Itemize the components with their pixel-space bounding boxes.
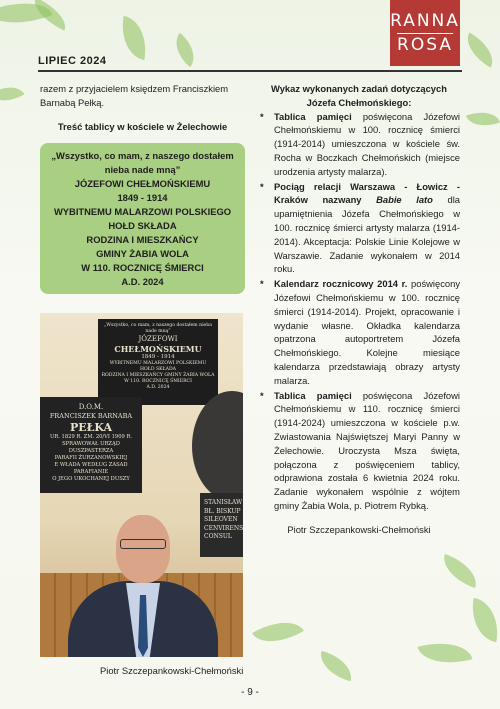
leaf-decoration <box>252 610 304 654</box>
left-column <box>40 82 245 294</box>
photo-plaque-right <box>200 493 243 557</box>
photo-plaque-line: CENVIRENS <box>204 524 243 532</box>
photo-plaque-line: A.D. 2024 <box>146 385 170 391</box>
leaf-decoration <box>466 105 500 132</box>
photo-plaque-line: E WŁADA WEDŁUG ZASAD PARAFIANIE <box>54 462 128 475</box>
item-title: Tablica pamięci <box>274 110 352 122</box>
header-divider <box>38 70 462 72</box>
list-item <box>258 389 460 513</box>
intro-text: razem z przyjacielem księdzem Franciszkiem Barnabą Pełką. <box>40 83 229 108</box>
photo-plaque-chelmonski <box>98 319 218 405</box>
leaf-decoration <box>167 33 203 68</box>
photo-plaque-line: SILEOVEN <box>204 516 238 523</box>
leaf-decoration <box>117 16 152 60</box>
list-item <box>258 110 460 179</box>
photo-plaque-line: HOŁD SKŁADA <box>140 366 176 372</box>
photo-plaque-line: CONSUL <box>204 533 232 540</box>
plaque-line: JÓZEFOWI CHEŁMOŃSKIEMU <box>74 178 211 190</box>
photo-plaque-line: STANISŁAW <box>204 499 243 506</box>
photo-caption: Piotr Szczepankowski-Chełmoński <box>100 665 244 676</box>
photo-plaque-line: O JEGO UKOCHANEJ DUSZY <box>52 476 130 482</box>
item-title: Tablica pamięci <box>274 389 352 401</box>
item-title: Kalendarz rocznicowy 2014 r. <box>274 278 408 290</box>
photo-plaque-line: 1849 - 1914 <box>141 354 175 361</box>
photo-plaque-line: PEŁKA <box>69 421 113 434</box>
asterisk-icon: * <box>260 180 264 192</box>
photo-plaque-line: BŁ. BISKUP <box>204 507 241 515</box>
leaf-decoration <box>467 598 500 643</box>
plaque-line: nieba nade mną” <box>104 164 181 176</box>
item-text: poświęcona Józefowi Chełmońskiemu w 100. rocznicę śmierci (1914-2014) umieszczona w kościele św. Rocha w Boczkach Chełmońskich (miejsce urodzenia artysty malarza). <box>274 110 460 177</box>
photo-plaque-line: „Wszystko, co mam, z naszego dostałem nieba nade mną” <box>104 323 212 335</box>
issue-month: LIPIEC 2024 <box>38 55 107 67</box>
plaque-line: W 110. ROCZNICĘ ŚMIERCI <box>81 261 204 273</box>
photo-plaque-line: JÓZEFOWI <box>138 335 178 344</box>
leaf-decoration <box>0 79 24 110</box>
photo-plaque-line: CHEŁMOŃSKIEMU <box>114 344 202 355</box>
asterisk-icon: * <box>260 278 264 290</box>
asterisk-icon: * <box>260 389 264 401</box>
leaf-decoration <box>459 32 500 67</box>
plaque-text-box <box>40 143 245 294</box>
signature: Piotr Szczepankowski-Chełmoński <box>287 523 431 535</box>
list-item <box>258 277 460 387</box>
church-plaque-photo <box>40 313 243 657</box>
photo-plaque-line: FRANCISZEK BARNABA <box>49 412 133 420</box>
item-text: poświęcony Józefowi Chełmońskiemu w 100. rocznicę śmierci (1914-2014). Projekt, opracowanie i wydanie własne. Okładka kalendarza opatrzona autoportretem Józefa Chełmońskiego. Kolejne miesiące kalendarza przedstawiają obrazy artysty malarza. <box>274 278 461 386</box>
leaf-decoration <box>316 651 356 682</box>
magazine-logo <box>390 0 460 66</box>
logo-line1: RANNA <box>390 11 460 31</box>
plaque-line: RODZINA I MIESZKAŃCY <box>86 233 199 245</box>
tasks-list <box>258 110 460 513</box>
photo-plaque-line: WYBITNEMU MALARZOWI POLSKIEMU <box>109 360 207 366</box>
item-text: poświęcona Józefowi Chełmońskiemu w 110. rocznicę śmierci (1914-2024) umieszczona w kościele p.w. Zwiastowania Najświętszej Maryi Panny w Żelechowie. Uroczysta Msza święta, połączona z poświęceniem tablicy, odprawiona została 6 kwietnia 2024 roku. Zadanie wykonałem wspólnie z wójtem gminy Żabia Wola, p. Piotrem Rybką. <box>274 389 460 511</box>
item-text: dla upamiętnienia Józefa Chełmońskiego w 100. rocznicę śmierci artysty malarza (1914-2014). Akceptacja: Polskie Linie Kolejowe w Warszawie. Zadanie wykonałem w 2014 roku. <box>274 194 461 275</box>
photo-plaque-line: D.O.M. <box>78 403 104 411</box>
page-number: - 9 - <box>241 687 259 698</box>
logo-line2: ROSA <box>397 35 453 55</box>
photo-plaque-line: W 110. ROCZNICĘ ŚMIERCI <box>124 379 192 385</box>
leaf-decoration <box>417 634 472 672</box>
photo-plaque-pelka <box>40 397 142 493</box>
plaque-line: 1849 - 1914 <box>117 192 168 204</box>
photo-person-glasses <box>120 539 166 549</box>
plaque-line: HOŁD SKŁADA <box>108 219 177 231</box>
tasks-heading: Wykaz wykonanych zadań dotyczących Józefa Chełmońskiego: <box>271 83 447 108</box>
asterisk-icon: * <box>260 110 264 122</box>
leaf-decoration <box>437 554 482 588</box>
plaque-line: A.D. 2024 <box>121 275 164 287</box>
photo-person-head <box>116 515 170 583</box>
list-item <box>258 180 460 277</box>
plaque-line: WYBITNEMU MALARZOWI POLSKIEGO <box>53 206 232 218</box>
item-italic: Babie lato <box>361 194 433 206</box>
photo-plaque-line: UR. 1829 R. ZM. 20/VI 1909 R. <box>49 434 133 440</box>
photo-plaque-line: RODZINA I MIESZKAŃCY GMINY ŻABIA WOLA <box>101 373 215 379</box>
photo-plaque-line: PARAFII ŻURZANOWSKIEJ <box>54 455 128 461</box>
right-column <box>258 82 460 537</box>
plaque-line: GMINY ŻABIA WOLA <box>96 247 189 259</box>
plaque-line: „Wszystko, co mam, z naszego dostałem <box>51 150 234 162</box>
photo-plaque-line: SPRAWOWAŁ URZĄD DUSZPASTERZA <box>62 441 120 454</box>
item-title: Pociąg relacji Warszawa - Łowicz - Kraków nazwany <box>274 180 460 206</box>
plaque-heading: Treść tablicy w kościele w Żelechowie <box>57 120 228 132</box>
